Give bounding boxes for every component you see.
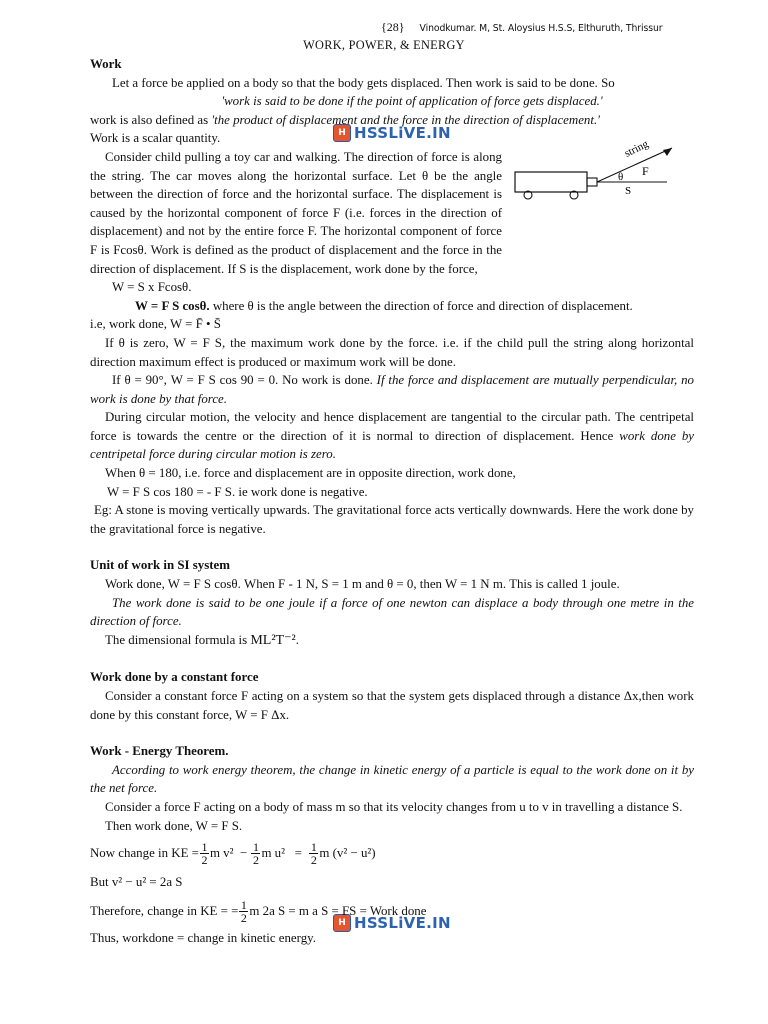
section-heading-theorem: Work - Energy Theorem. [90, 744, 229, 759]
work-paragraph-9: W = F S cos 180 = - F S. ie work done is negative. [107, 484, 368, 499]
work-paragraph-4-start: Consider child pulling a toy car and walking. The direction of force is along the string. The car moves along the horizontal surface. Let θ be the angle between the direction of force and the horizontal surface. The displacement is caused by the horizontal component of force F (i.e. forces in the direction of displacement) and not by the entire force F. The horizontal component of force F is Fcosθ. Work is defined as the product of displacement and the force in the direction of displacement. If S is the displacement, work done by the force, [90, 149, 502, 276]
logo-icon: H [333, 914, 351, 932]
hsslive-logo-2: H HSSLiVE.IN [333, 914, 451, 932]
disp-label: S [625, 185, 632, 197]
unit-dimension: The dimensional formula is ML²T⁻². [105, 632, 299, 648]
theorem-paragraph-2: Consider a force F acting on a body of mass m so that its velocity changes from u to v in travelling a distance S. [105, 799, 683, 814]
equation-1: W = S x Fcosθ. [112, 280, 192, 295]
equation-2: W = F S cosθ. where θ is the angle between the direction of force and direction of displacement. [135, 298, 633, 313]
section-heading-unit: Unit of work in SI system [90, 558, 231, 573]
author-line: Vinodkumar. M, St. Aloysius H.S.S, Elthuruth, Thrissur [419, 23, 663, 34]
logo-icon: H [333, 124, 351, 142]
ie-line: i.e, work done, W = F̄ • S̄ [90, 317, 221, 332]
equation-but: But v² − u² = 2a S [90, 874, 183, 889]
work-paragraph-3: Work is a scalar quantity. [90, 131, 221, 146]
work-paragraph-1: Let a force be applied on a body so that the body gets displaced. Then work is said to be done. So [112, 75, 615, 90]
work-quote-1: 'work is said to be done if the point of application of force gets displaced.' [221, 94, 603, 109]
constant-paragraph: Consider a constant force F acting on a system so that the system gets displaced through a distance Δx,then work done by this constant force, W = F Δx. [90, 689, 694, 722]
section-heading-constant: Work done by a constant force [90, 670, 259, 685]
final-line: Thus, workdone = change in kinetic energy. [90, 931, 316, 946]
theorem-paragraph-3: Then work done, W = F S. [105, 818, 243, 833]
work-paragraph-2: work is also defined as 'the product of displacement and the force in the direction of displacement.' [90, 112, 600, 127]
unit-definition: The work done is said to be one joule if a force of one newton can displace a body through one metre in the direction of force. [90, 595, 694, 629]
work-paragraph-5: If θ is zero, W = F S, the maximum work done by the force. i.e. if the child pull the string along horizontal direction maximum effect is produced or maximum work will be done. [90, 335, 694, 369]
document-body [90, 55, 694, 948]
page-number: {28} [381, 20, 405, 34]
work-paragraph-6: If θ = 90°, W = F S cos 90 = 0. No work is done. If the force and displacement are mutually perpendicular, no work is done by that force. [90, 373, 695, 406]
page-title: WORK, POWER, & ENERGY [303, 38, 465, 52]
dimension-formula: ML²T⁻² [250, 632, 296, 648]
string-label: string [622, 138, 651, 160]
hsslive-logo: H HSSLiVE.IN [333, 124, 451, 142]
section-heading-work: Work [90, 57, 122, 71]
work-paragraph-8: When θ = 180, i.e. force and displacement are in opposite direction, work done, [105, 466, 516, 481]
force-label: F [642, 164, 649, 178]
work-paragraph-7: During circular motion, the velocity and hence displacement are tangential to the circular path. The centripetal force is towards the centre or the direction of it is normal to direction of displacement. Hence work done by centripetal force during circular motion is zero. [90, 410, 694, 462]
work-paragraph-10: Eg: A stone is moving vertically upwards. The gravitational force acts vertically downwards. Here the work done by the gravitational force is negative. [90, 503, 694, 536]
angle-label: θ [618, 171, 624, 183]
equation-change-ke: Now change in KE = $\frac{1}{2}$ m v² − $\frac{1}{2}$ m u² = $\frac{1}{2}$ m (v² − u²) [90, 839, 376, 867]
unit-paragraph-1: Work done, W = F S cosθ. When F - 1 N, S = 1 m and θ = 0, then W = 1 N m. This is called 1 joule. [105, 577, 620, 592]
equation-therefore: Therefore, change in KE = = $\frac{1}{2}$ m 2a S = m a S = FS = Work done [90, 897, 427, 925]
page-header [381, 20, 663, 35]
theorem-statement: According to work energy theorem, the change in kinetic energy of a particle is equal to the work done on it by the net force. [90, 762, 694, 796]
